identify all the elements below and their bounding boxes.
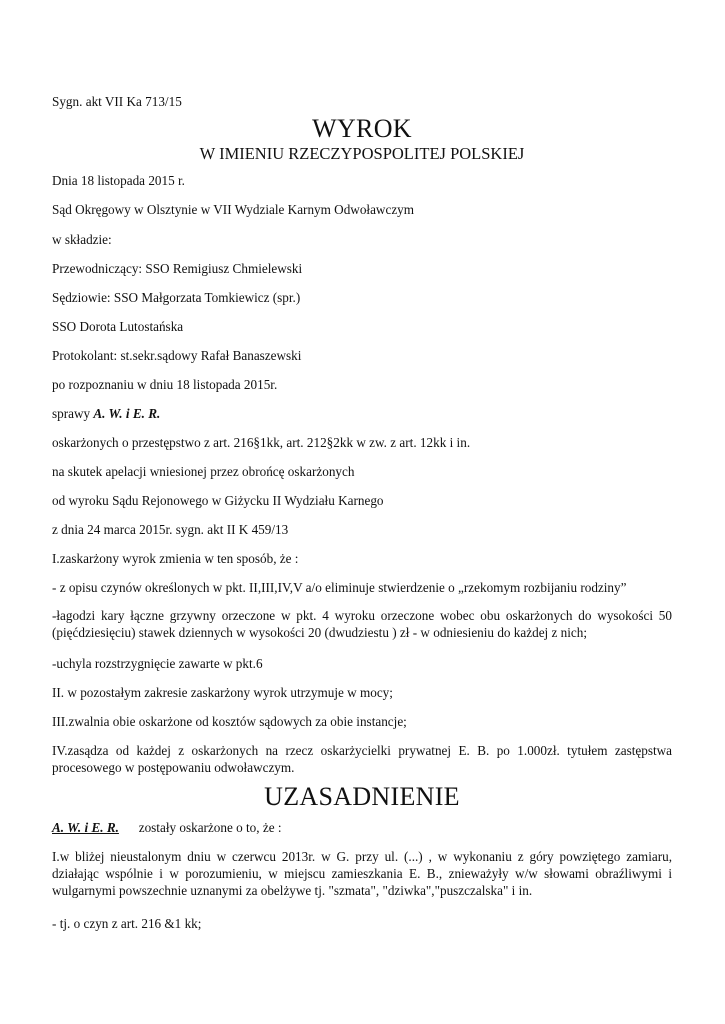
judgment-date: Dnia 18 listopada 2015 r.	[52, 173, 185, 188]
court-name: Sąd Okręgowy w Olsztynie w VII Wydziale Karnym Odwoławczym	[52, 202, 415, 217]
case-parties: A. W. i E. R.	[93, 406, 161, 421]
ruling-point-1: I.zaskarżony wyrok zmienia w ten sposób, że :	[52, 551, 299, 566]
justification-heading: UZASADNIENIE	[264, 782, 460, 811]
justification-accused-text: zostały oskarżone o to, że :	[138, 820, 282, 835]
ruling-point-4: IV.zasądza od każdej z oskarżonych na rzecz oskarżycielki prywatnej E. B. po 1.000zł. tytułem zastępstwa procesowego w postępowaniu odwoławczym.	[52, 743, 672, 775]
case-prefix: sprawy	[52, 406, 94, 421]
document-subtitle: W IMIENIU RZECZYPOSPOLITEJ POLSKIEJ	[199, 144, 525, 163]
judgment-date-line: z dnia 24 marca 2015r. sygn. akt II K 459/13	[52, 522, 289, 537]
ruling-point-1a: - z opisu czynów określonych w pkt. II,III,IV,V a/o eliminuje stwierdzenie o „rzekomym rozbijaniu rodziny”	[52, 580, 627, 595]
composition-label: w składzie:	[52, 232, 112, 247]
hearing-date: po rozpoznaniu w dniu 18 listopada 2015r.	[52, 377, 278, 392]
charges-line: oskarżonych o przestępstwo z art. 216§1kk, art. 212§2kk w zw. z art. 12kk i in.	[52, 435, 471, 450]
appealed-judgment-line: od wyroku Sądu Rejonowego w Giżycku II Wydziału Karnego	[52, 493, 384, 508]
ruling-point-2: II. w pozostałym zakresie zaskarżony wyrok utrzymuje w mocy;	[52, 685, 393, 700]
justification-paragraph-1: I.w bliżej nieustalonym dniu w czerwcu 2013r. w G. przy ul. (...) , w wykonaniu z góry powziętego zamiaru, działając wspólnie i w porozumieniu, w miejscu zamieszkania E. B., znieważyły w/w słowami obraźliwymi i wulgarnymi powszechnie uznanymi za obelżywe tj. "szmata", "dziwka","puszczalska" i in.	[52, 849, 672, 898]
justification-paragraph-2: - tj. o czyn z art. 216 &1 kk;	[52, 916, 202, 931]
ruling-point-3: III.zwalnia obie oskarżone od kosztów sądowych za obie instancje;	[52, 714, 407, 729]
appeal-line: na skutek apelacji wniesionej przez obrońcę oskarżonych	[52, 464, 355, 479]
case-line	[52, 405, 672, 422]
second-judge: SSO Dorota Lutostańska	[52, 319, 184, 334]
ruling-point-1c: -uchyla rozstrzygnięcie zawarte w pkt.6	[52, 656, 263, 671]
court-clerk: Protokolant: st.sekr.sądowy Rafał Banaszewski	[52, 348, 302, 363]
judges-line: Sędziowie: SSO Małgorzata Tomkiewicz (spr.)	[52, 290, 301, 305]
presiding-judge: Przewodniczący: SSO Remigiusz Chmielewski	[52, 261, 303, 276]
document-title: WYROK	[312, 114, 412, 143]
justification-parties: A. W. i E. R.	[52, 820, 119, 835]
ruling-point-1b: -łagodzi kary łączne grzywny orzeczone w pkt. 4 wyroku orzeczone wobec obu oskarżonych do wysokości 50 (pięćdziesięciu) stawek dziennych w wysokości 20 (dwudziestu ) zł - w odniesieniu do każdej z nich;	[52, 608, 672, 640]
justification-intro	[52, 819, 672, 836]
case-signature: Sygn. akt VII Ka 713/15	[52, 94, 182, 109]
